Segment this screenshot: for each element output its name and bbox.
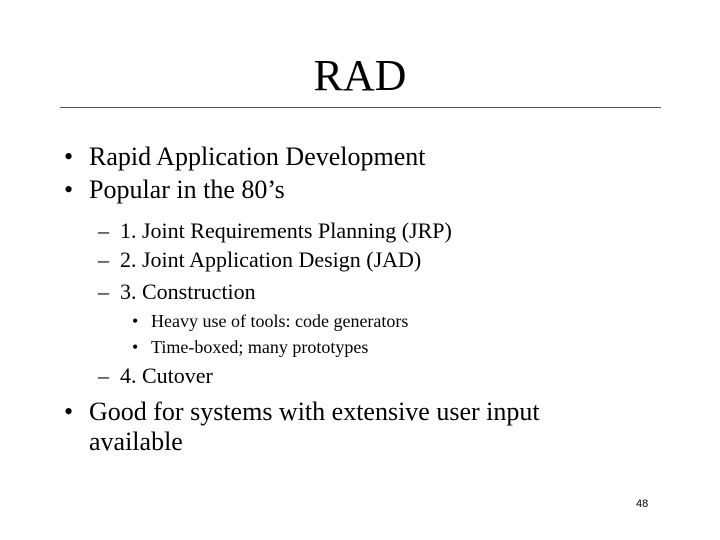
bullet-text: Popular in the 80’s <box>89 175 285 204</box>
bullet-marker: • <box>64 142 74 171</box>
bullet-marker: • <box>64 175 74 204</box>
bullet-marker: • <box>64 397 74 426</box>
dash-marker: – <box>98 279 109 304</box>
sub-bullet-text: 1. Joint Requirements Planning (JRP) <box>120 218 452 243</box>
slide-title: RAD <box>313 51 407 100</box>
sub-bullet-text: 2. Joint Application Design (JAD) <box>120 247 422 272</box>
sub-bullet-text: 3. Construction <box>120 279 256 304</box>
dash-marker: – <box>98 363 109 388</box>
bullet-marker: • <box>132 311 139 331</box>
bullet-marker: • <box>132 337 139 357</box>
bullet-text: available <box>89 427 183 456</box>
sub-bullet-text: 4. Cutover <box>120 363 213 388</box>
sub-sub-bullet-text: Heavy use of tools: code generators <box>151 311 409 331</box>
title-divider <box>60 107 661 108</box>
sub-sub-bullet-text: Time-boxed; many prototypes <box>151 337 369 357</box>
bullet-text: Rapid Application Development <box>89 142 426 171</box>
bullet-text: Good for systems with extensive user input <box>89 397 540 426</box>
page-number: 48 <box>636 498 649 510</box>
dash-marker: – <box>98 247 109 272</box>
dash-marker: – <box>98 218 109 243</box>
